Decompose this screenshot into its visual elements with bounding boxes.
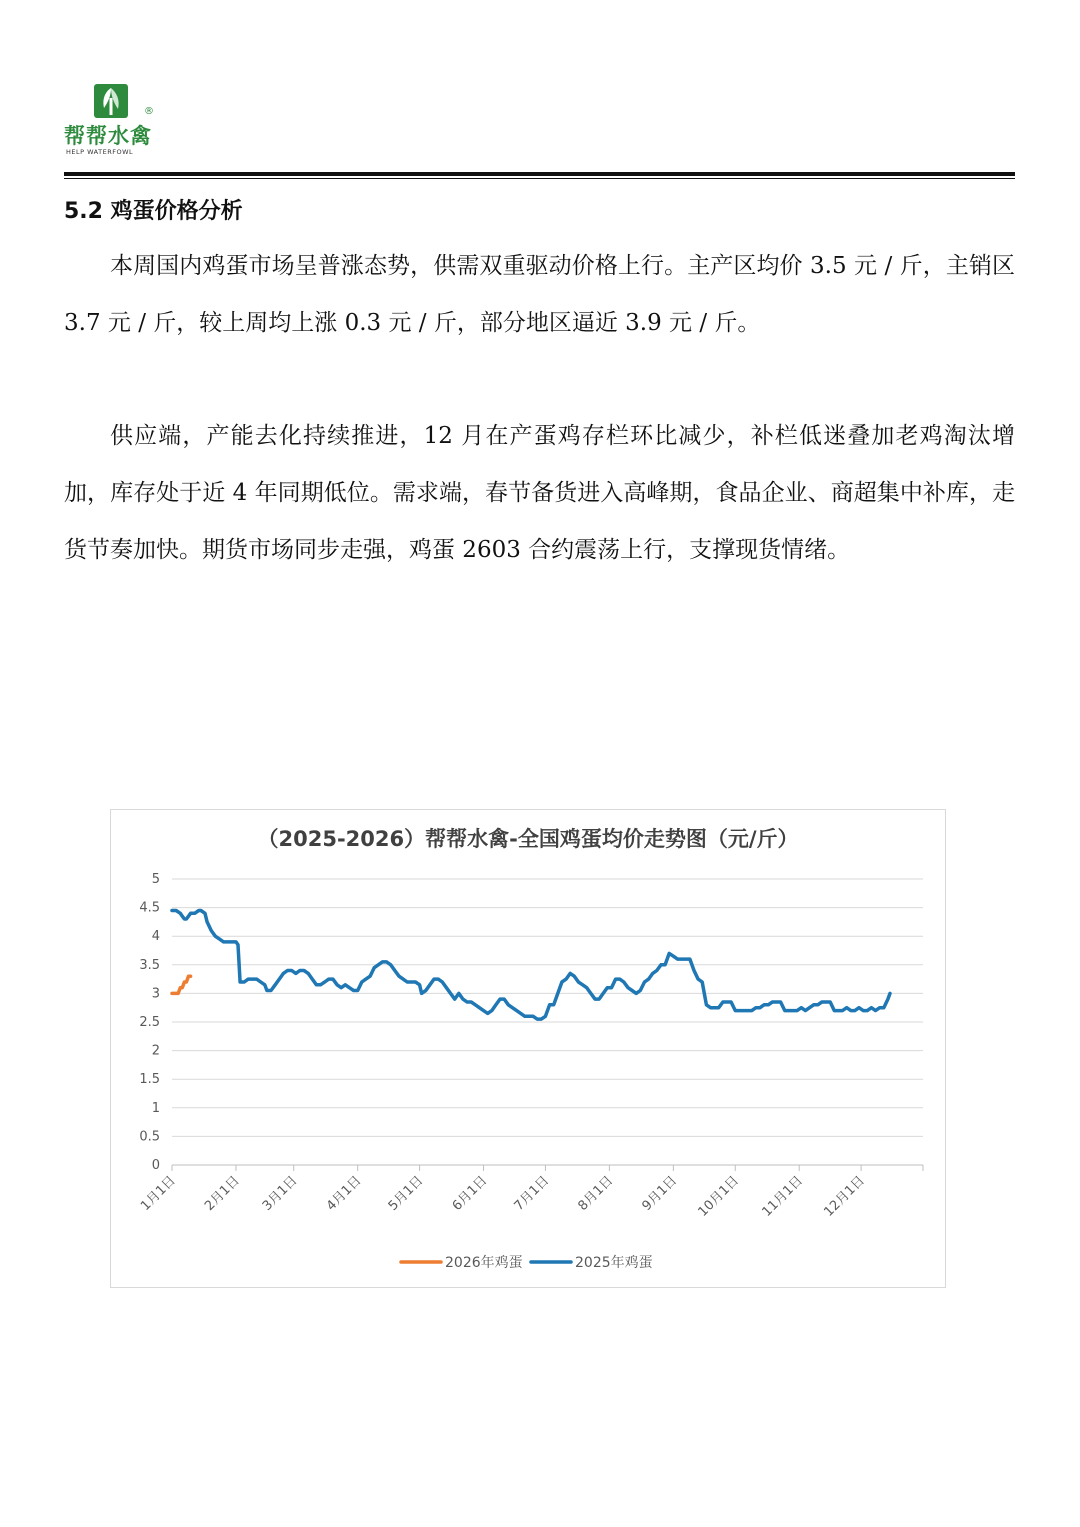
y-tick-label: 1.5 [139,1072,160,1088]
x-tick-label: 7月1日 [511,1173,553,1214]
header-rule-thick [64,172,1015,176]
x-tick-label: 5月1日 [385,1173,427,1214]
leaf-logo-icon [94,84,128,118]
legend-label: 2026年鸡蛋 [445,1255,523,1271]
x-tick-label: 12月1日 [821,1173,868,1220]
chart-axes [138,872,923,1220]
x-tick-label: 3月1日 [259,1173,301,1214]
chart-legend [401,1254,653,1271]
brand-logo [64,84,164,164]
x-tick-label: 4月1日 [323,1173,365,1214]
paragraph-supply-demand: 供应端，产能去化持续推进，12 月在产蛋鸡存栏环比减少，补栏低迷叠加老鸡淘汰增加，库存处于近 4 年同期低位。需求端，春节备货进入高峰期，食品企业、商超集中补库，走货节奏加快。期货市场同步走强，鸡蛋 2603 合约震荡上行，支撑现货情绪。 [64,423,1015,563]
chart-svg [111,810,945,1287]
x-tick-label: 9月1日 [639,1173,681,1214]
paragraph-price-summary: 本周国内鸡蛋市场呈普涨态势，供需双重驱动价格上行。主产区均价 3.5 元 / 斤，主销区 3.7 元 / 斤，较上周均上涨 0.3 元 / 斤，部分地区逼近 3.9 元 / 斤。 [64,253,1015,336]
y-tick-label: 4 [151,929,160,945]
y-tick-label: 4.5 [139,900,160,916]
x-tick-label: 6月1日 [449,1173,491,1214]
logo-subtitle: HELP WATERFOWL [66,148,134,156]
x-tick-label: 11月1日 [759,1173,807,1220]
y-tick-label: 5 [151,872,160,887]
header-rule-thin [64,178,1015,179]
chart-grid [172,879,923,1165]
x-tick-label: 10月1日 [695,1173,743,1220]
y-tick-label: 2 [151,1043,160,1059]
y-tick-label: 2.5 [139,1015,160,1030]
x-tick-label: 2月1日 [202,1173,243,1214]
y-tick-label: 0.5 [139,1129,160,1145]
registered-mark: ® [144,106,154,117]
y-tick-label: 0 [151,1158,160,1173]
section-heading: 5.2 鸡蛋价格分析 [64,199,243,224]
x-tick-label: 1月1日 [138,1173,179,1214]
y-tick-label: 3.5 [139,957,160,973]
legend-label: 2025年鸡蛋 [575,1255,653,1271]
y-tick-label: 1 [151,1100,160,1116]
egg-price-chart [110,809,946,1288]
logo-text: 帮帮水禽 [64,124,152,148]
chart-title: （2025-2026）帮帮水禽-全国鸡蛋均价走势图（元/斤） [257,827,799,851]
y-tick-label: 3 [151,986,160,1002]
x-tick-label: 8月1日 [575,1173,617,1214]
series-line-2026 [172,976,191,993]
